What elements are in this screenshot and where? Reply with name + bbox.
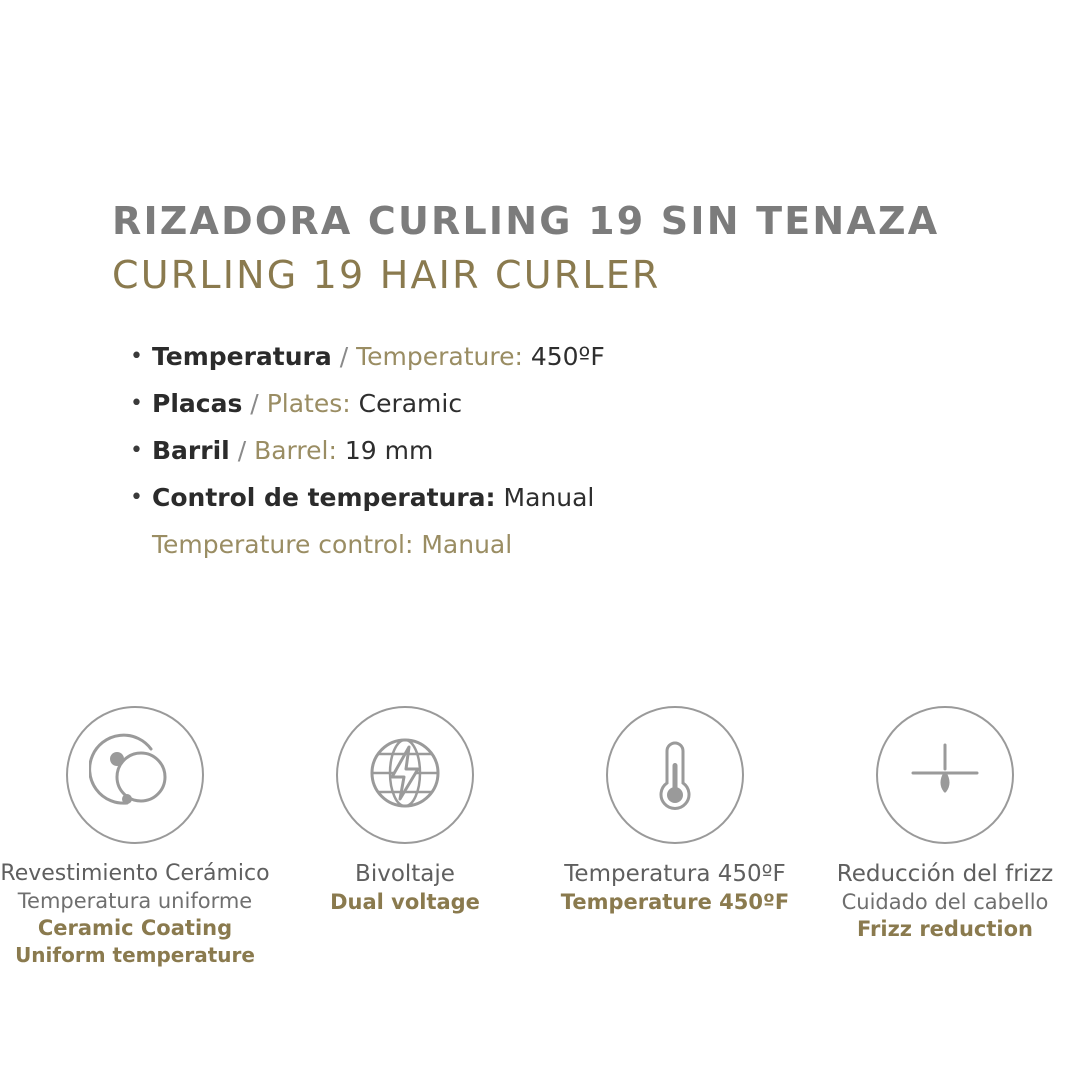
feature-labels <box>795 860 1080 944</box>
spec-value: Ceramic <box>358 389 463 418</box>
ceramic-coating-icon <box>89 727 181 823</box>
feature-dual-voltage <box>270 706 540 968</box>
spec-value: 19 mm <box>344 436 434 465</box>
page-title-es: RIZADORA CURLING 19 SIN TENAZA <box>112 199 940 243</box>
thermometer-icon <box>629 727 721 823</box>
feature-label-es-2: Cuidado del cabello <box>841 890 1049 915</box>
feature-row <box>0 706 1080 968</box>
feature-label-es-1: Bivoltaje <box>355 861 455 887</box>
spec-label-en: Barrel: <box>254 436 337 465</box>
feature-label-es-1: Temperatura 450ºF <box>564 861 786 887</box>
feature-label-es-1: Reducción del frizz <box>836 861 1054 887</box>
feature-labels <box>0 860 285 968</box>
title-block <box>112 200 1012 299</box>
spec-line <box>152 479 594 517</box>
feature-label-es-2: Temperatura uniforme <box>17 889 253 914</box>
page-title-en: CURLING 19 HAIR CURLER <box>112 252 661 297</box>
spec-value: Manual <box>503 483 595 512</box>
spec-value: 450ºF <box>530 342 605 371</box>
spec-label-es: Temperatura <box>152 342 332 371</box>
spec-label-es: Control de temperatura: <box>152 483 496 512</box>
feature-temperature <box>540 706 810 968</box>
frizz-reduction-hair-icon <box>899 727 991 823</box>
feature-label-en-1: Dual voltage <box>330 890 480 915</box>
feature-label-en-1: Frizz reduction <box>857 917 1033 942</box>
list-item <box>130 479 1010 564</box>
list-item <box>130 385 1010 423</box>
feature-labels <box>255 860 555 917</box>
spec-separator: / <box>339 342 349 371</box>
spec-sub-en: Temperature control: Manual <box>152 530 513 559</box>
spec-line <box>152 338 605 376</box>
spec-label-en: Plates: <box>266 389 351 418</box>
feature-circle <box>66 706 204 844</box>
spec-label-en: Temperature: <box>356 342 523 371</box>
bullet-icon: • <box>130 438 143 463</box>
bullet-icon: • <box>130 391 143 416</box>
spec-label-es: Barril <box>152 436 230 465</box>
feature-frizz-reduction <box>810 706 1080 968</box>
list-item <box>130 338 1010 376</box>
feature-circle <box>336 706 474 844</box>
feature-ceramic-coating <box>0 706 270 968</box>
bullet-icon: • <box>130 344 143 369</box>
feature-label-es-1: Revestimiento Cerámico <box>0 861 270 886</box>
spec-separator: / <box>250 389 259 418</box>
list-item <box>130 432 1010 470</box>
feature-labels <box>525 860 825 917</box>
feature-label-en-1: Temperature 450ºF <box>560 890 790 915</box>
spec-list <box>130 338 1010 564</box>
feature-circle <box>606 706 744 844</box>
spec-line <box>152 385 462 423</box>
spec-separator: / <box>237 436 247 465</box>
dual-voltage-globe-icon <box>359 727 451 823</box>
feature-circle <box>876 706 1014 844</box>
spec-line <box>152 432 433 470</box>
feature-label-en-2: Uniform temperature <box>15 943 255 968</box>
spec-label-es: Placas <box>152 389 243 418</box>
feature-label-en-1: Ceramic Coating <box>37 916 233 941</box>
bullet-icon: • <box>130 485 143 510</box>
